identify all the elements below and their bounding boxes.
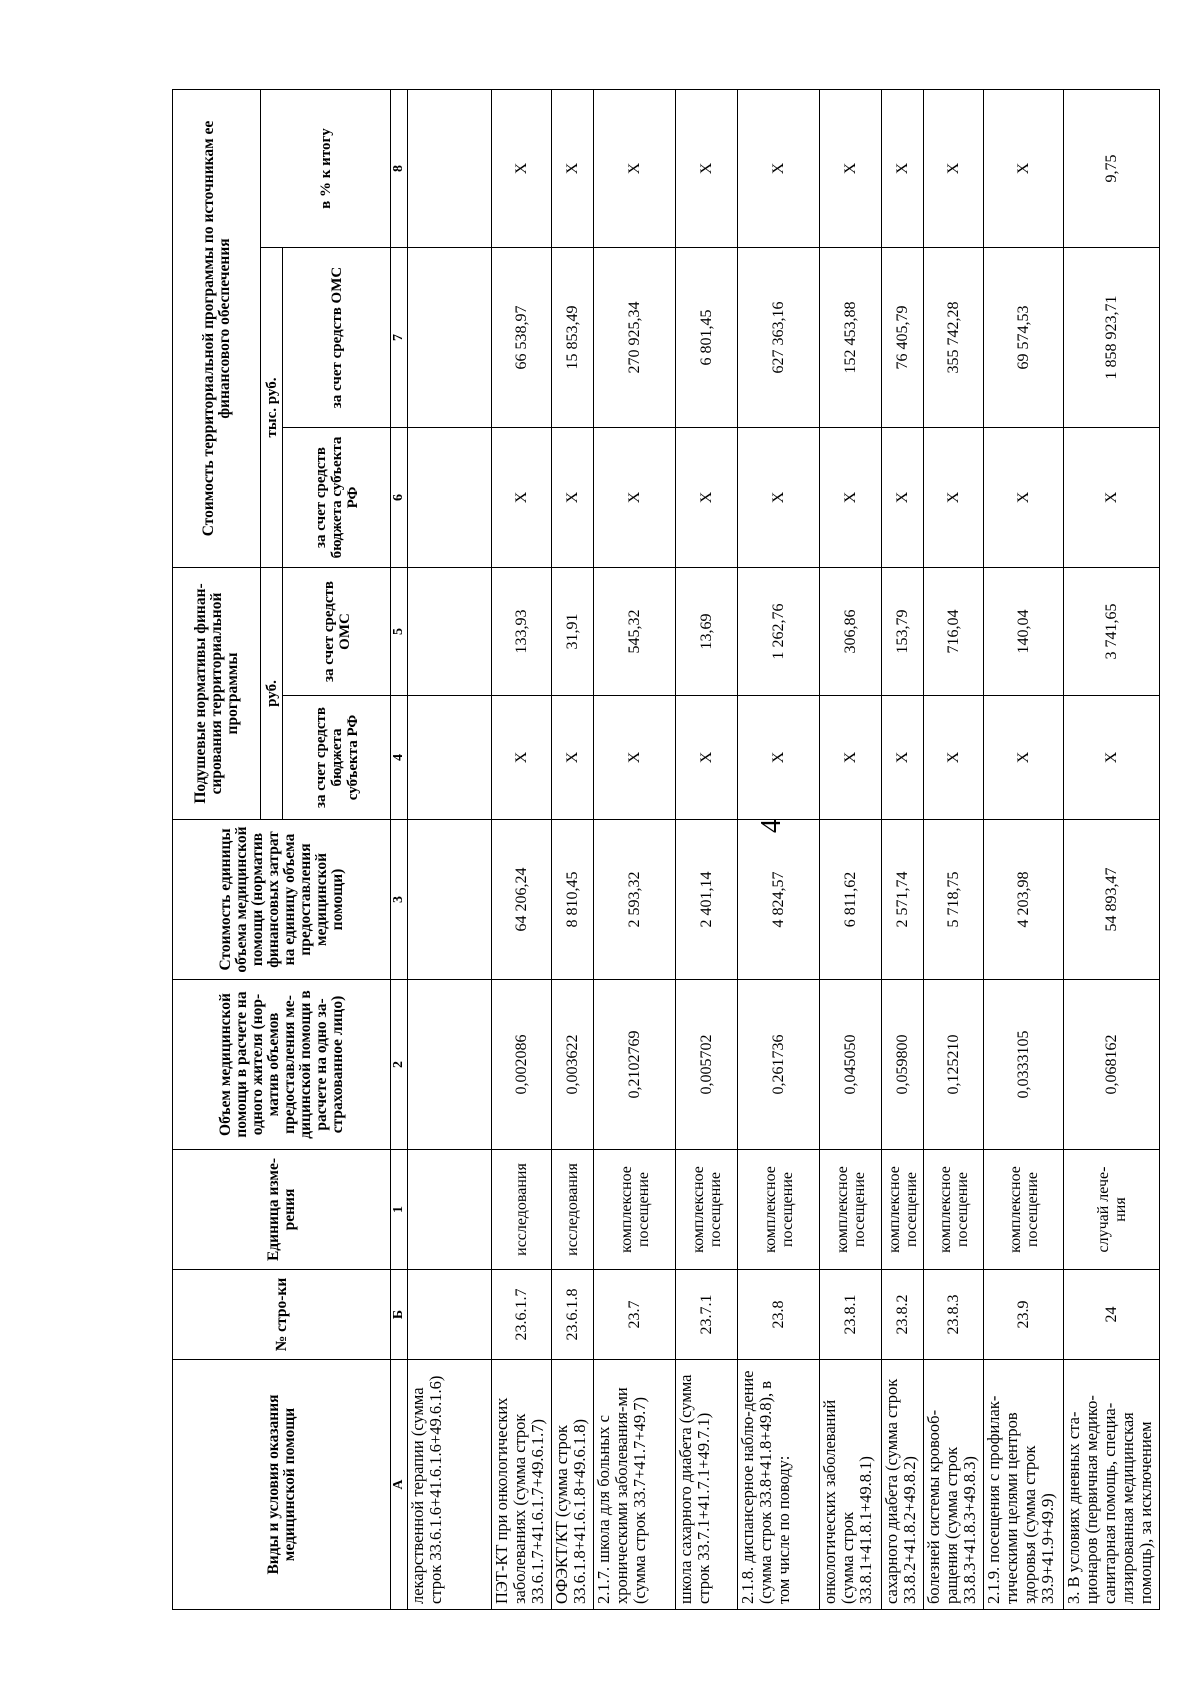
- table-row: [924, 90, 984, 1610]
- row-volume: 0,068162: [1064, 980, 1160, 1150]
- row-total-cost-oms: 627 363,16: [738, 248, 820, 428]
- table-row: [594, 90, 676, 1610]
- row-line-number: 23.7.1: [676, 1270, 738, 1360]
- page-number: 4: [756, 819, 787, 833]
- financing-table: [172, 89, 1160, 1610]
- row-unit: комплексное посещение: [882, 1150, 924, 1270]
- row-volume: 0,045050: [820, 980, 882, 1150]
- row-total-cost-budget: X: [820, 428, 882, 568]
- row-per-capita-oms: 13,69: [676, 568, 738, 696]
- row-line-number: [408, 1270, 492, 1360]
- row-total-cost-oms: [408, 248, 492, 428]
- row-volume: 0,002086: [492, 980, 552, 1150]
- header-tc-oms: за счет средств ОМС: [283, 248, 391, 428]
- row-per-capita-budget: X: [882, 696, 924, 820]
- row-name: 3. В условиях дневных ста-ционаров (первичная медико-санитарная помощь, специа-лизированная медицинская помощь), за исключением: [1064, 1360, 1160, 1610]
- row-line-number: 23.8: [738, 1270, 820, 1360]
- row-unit-cost: 4 203,98: [984, 820, 1064, 980]
- column-number: 1: [391, 1150, 408, 1270]
- row-per-capita-budget: X: [738, 696, 820, 820]
- table-row: [882, 90, 924, 1610]
- row-name: онкологических заболеваний (сумма строк 33.8.1+41.8.1+49.8.1): [820, 1360, 882, 1610]
- row-name: 2.1.7. школа для больных с хроническими заболевания-ми (сумма строк 33.7+41.7+49.7): [594, 1360, 676, 1610]
- header-unit-rub: руб.: [261, 568, 283, 820]
- table-row: [676, 90, 738, 1610]
- row-total-cost-budget: X: [738, 428, 820, 568]
- row-name: болезней системы кровооб-ращения (сумма строк 33.8.3+41.8.3+49.8.3): [924, 1360, 984, 1610]
- table-row: [552, 90, 594, 1610]
- row-per-capita-budget: X: [594, 696, 676, 820]
- row-unit-cost: 2 401,14: [676, 820, 738, 980]
- column-number: 7: [391, 248, 408, 428]
- row-unit-cost: 2 571,74: [882, 820, 924, 980]
- header-col-3: Стоимость единицы объема медицинской помощи (норматив финансовых затрат на единицу объема предоставления медицинской помощи): [173, 820, 391, 980]
- row-unit-cost: 6 811,62: [820, 820, 882, 980]
- rotated-table-container: [172, 90, 1155, 1610]
- row-per-capita-budget: X: [676, 696, 738, 820]
- row-per-capita-budget: X: [1064, 696, 1160, 820]
- row-total-cost-oms: 1 858 923,71: [1064, 248, 1160, 428]
- column-number: А: [391, 1360, 408, 1610]
- table-body: [408, 90, 1160, 1610]
- row-volume: 0,005702: [676, 980, 738, 1150]
- row-percent: X: [552, 90, 594, 248]
- row-total-cost-budget: [408, 428, 492, 568]
- row-unit: комплексное посещение: [820, 1150, 882, 1270]
- table-row: [1064, 90, 1160, 1610]
- column-number-row: [391, 90, 408, 1610]
- column-number: 6: [391, 428, 408, 568]
- column-number: 4: [391, 696, 408, 820]
- row-unit-cost: 5 718,75: [924, 820, 984, 980]
- row-line-number: 23.9: [984, 1270, 1064, 1360]
- row-name: школа сахарного диабета (сумма строк 33.7.1+41.7.1+49.7.1): [676, 1360, 738, 1610]
- row-total-cost-oms: 69 574,53: [984, 248, 1064, 428]
- row-percent: X: [820, 90, 882, 248]
- row-unit: комплексное посещение: [984, 1150, 1064, 1270]
- row-per-capita-oms: 133,93: [492, 568, 552, 696]
- header-col-1: Единица изме-рения: [173, 1150, 391, 1270]
- row-total-cost-budget: X: [552, 428, 594, 568]
- row-total-cost-budget: X: [492, 428, 552, 568]
- row-unit: комплексное посещение: [924, 1150, 984, 1270]
- column-number: 5: [391, 568, 408, 696]
- row-percent: X: [594, 90, 676, 248]
- row-volume: 0,125210: [924, 980, 984, 1150]
- row-line-number: 23.6.1.7: [492, 1270, 552, 1360]
- row-percent: X: [676, 90, 738, 248]
- row-line-number: 23.7: [594, 1270, 676, 1360]
- row-unit: исследования: [492, 1150, 552, 1270]
- header-tc-budget: за счет средств бюджета субъекта РФ: [283, 428, 391, 568]
- row-volume: [408, 980, 492, 1150]
- row-line-number: 23.8.1: [820, 1270, 882, 1360]
- row-unit: комплексное посещение: [594, 1150, 676, 1270]
- row-line-number: 23.8.3: [924, 1270, 984, 1360]
- row-percent: X: [492, 90, 552, 248]
- row-name: ОФЭКТ/КТ (сумма строк 33.6.1.8+41.6.1.8+49.6.1.8): [552, 1360, 594, 1610]
- column-number: 3: [391, 820, 408, 980]
- header-col-b: № стро-ки: [173, 1270, 391, 1360]
- row-per-capita-oms: [408, 568, 492, 696]
- row-name: ПЭТ-КТ при онкологических заболеваниях (сумма строк 33.6.1.7+41.6.1.7+49.6.1.7): [492, 1360, 552, 1610]
- row-name: сахарного диабета (сумма строк 33.8.2+41.8.2+49.8.2): [882, 1360, 924, 1610]
- row-unit-cost: 8 810,45: [552, 820, 594, 980]
- row-unit: комплексное посещение: [738, 1150, 820, 1270]
- row-per-capita-budget: X: [552, 696, 594, 820]
- header-group-cost: Стоимость территориальной программы по источникам ее финансового обеспечения: [173, 90, 261, 568]
- row-name: 2.1.8. диспансерное наблю-дение (сумма строк 33.8+41.8+49.8), в том числе по поводу:: [738, 1360, 820, 1610]
- row-per-capita-oms: 545,32: [594, 568, 676, 696]
- row-name: 2.1.9. посещения с профилак-тическими целями центров здоровья (сумма строк 33.9+41.9+49.9): [984, 1360, 1064, 1610]
- header-percent: в % к итогу: [261, 90, 391, 248]
- column-number: Б: [391, 1270, 408, 1360]
- row-unit-cost: 2 593,32: [594, 820, 676, 980]
- row-per-capita-oms: 3 741,65: [1064, 568, 1160, 696]
- table-row: [738, 90, 820, 1610]
- row-total-cost-budget: X: [1064, 428, 1160, 568]
- row-volume: 0,0333105: [984, 980, 1064, 1150]
- header-group-per-capita: Подушевые нормативы финан-сирования территориальной программы: [173, 568, 261, 820]
- row-per-capita-budget: [408, 696, 492, 820]
- row-total-cost-oms: 15 853,49: [552, 248, 594, 428]
- table-row: [492, 90, 552, 1610]
- column-number: 2: [391, 980, 408, 1150]
- row-volume: 0,059800: [882, 980, 924, 1150]
- row-total-cost-oms: 76 405,79: [882, 248, 924, 428]
- row-per-capita-oms: 153,79: [882, 568, 924, 696]
- header-col-a: Виды и условия оказания медицинской помощи: [173, 1360, 391, 1610]
- row-total-cost-oms: 270 925,34: [594, 248, 676, 428]
- row-per-capita-budget: X: [820, 696, 882, 820]
- row-total-cost-oms: 152 453,88: [820, 248, 882, 428]
- column-number: 8: [391, 90, 408, 248]
- row-percent: X: [984, 90, 1064, 248]
- row-percent: 9,75: [1064, 90, 1160, 248]
- header-pc-oms: за счет средств ОМС: [283, 568, 391, 696]
- row-name: лекарственной терапии (сумма строк 33.6.1.6+41.6.1.6+49.6.1.6): [408, 1360, 492, 1610]
- row-percent: X: [924, 90, 984, 248]
- row-per-capita-oms: 31,91: [552, 568, 594, 696]
- row-per-capita-oms: 306,86: [820, 568, 882, 696]
- row-volume: 0,261736: [738, 980, 820, 1150]
- header-unit-thousand-rub: тыс. руб.: [261, 248, 283, 568]
- row-total-cost-budget: X: [984, 428, 1064, 568]
- row-line-number: 23.6.1.8: [552, 1270, 594, 1360]
- row-unit: случай лече-ния: [1064, 1150, 1160, 1270]
- row-unit-cost: 64 206,24: [492, 820, 552, 980]
- row-unit: комплексное посещение: [676, 1150, 738, 1270]
- row-unit: [408, 1150, 492, 1270]
- table-row: [408, 90, 492, 1610]
- row-volume: 0,2102769: [594, 980, 676, 1150]
- header-pc-budget: за счет средств бюджета субъекта РФ: [283, 696, 391, 820]
- row-total-cost-oms: 6 801,45: [676, 248, 738, 428]
- row-line-number: 24: [1064, 1270, 1160, 1360]
- row-line-number: 23.8.2: [882, 1270, 924, 1360]
- row-per-capita-budget: X: [492, 696, 552, 820]
- row-percent: [408, 90, 492, 248]
- row-unit-cost: 54 893,47: [1064, 820, 1160, 980]
- table-row: [984, 90, 1064, 1610]
- row-per-capita-oms: 716,04: [924, 568, 984, 696]
- table-row: [820, 90, 882, 1610]
- row-unit-cost: 4 824,57: [738, 820, 820, 980]
- row-unit: исследования: [552, 1150, 594, 1270]
- row-total-cost-budget: X: [924, 428, 984, 568]
- row-per-capita-oms: 1 262,76: [738, 568, 820, 696]
- row-total-cost-budget: X: [676, 428, 738, 568]
- row-per-capita-budget: X: [924, 696, 984, 820]
- row-total-cost-budget: X: [882, 428, 924, 568]
- row-unit-cost: [408, 820, 492, 980]
- header-col-2: Объем медицинской помощи в расчете на одного жителя (нор-матив объемов предоставления ме-дицинской помощи в расчете на одно за-страхованное лицо): [173, 980, 391, 1150]
- row-per-capita-oms: 140,04: [984, 568, 1064, 696]
- row-per-capita-budget: X: [984, 696, 1064, 820]
- row-percent: X: [738, 90, 820, 248]
- row-total-cost-budget: X: [594, 428, 676, 568]
- row-total-cost-oms: 355 742,28: [924, 248, 984, 428]
- row-total-cost-oms: 66 538,97: [492, 248, 552, 428]
- row-volume: 0,003622: [552, 980, 594, 1150]
- row-percent: X: [882, 90, 924, 248]
